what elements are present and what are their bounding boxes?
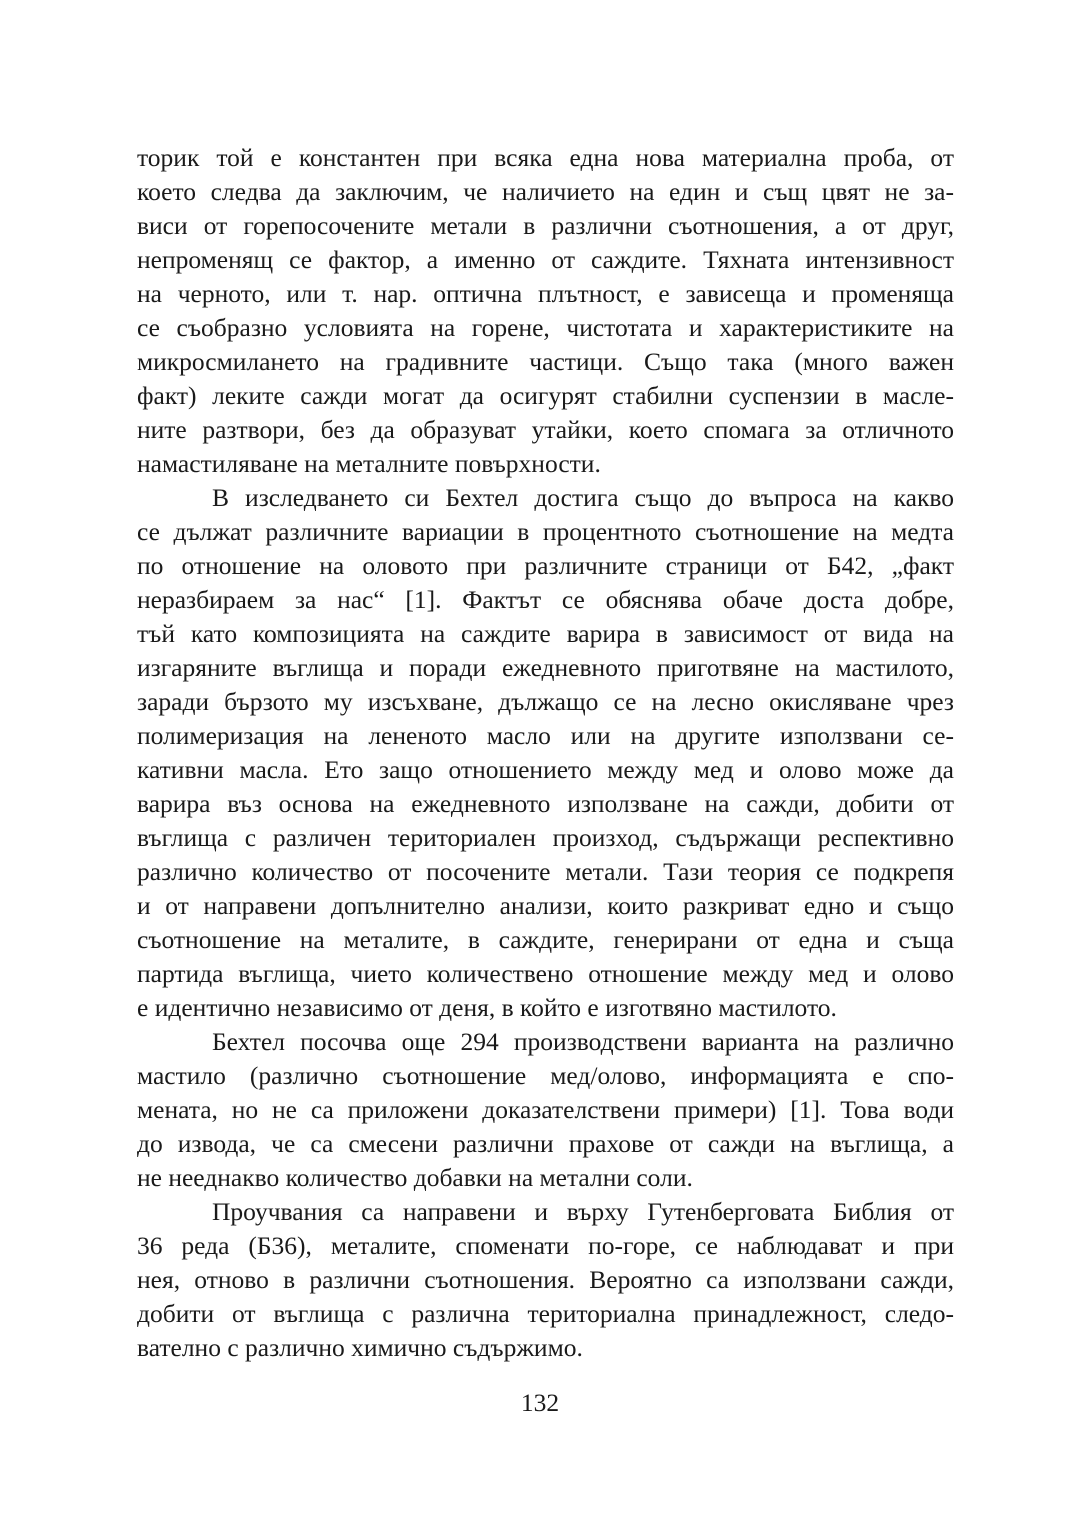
paragraph-1 [137,141,954,481]
text-line: не нееднакво количество добавки на метални соли. [137,1163,693,1192]
text-line: мената, но не са приложени доказателствени примери) [1]. Това води [137,1095,954,1124]
text-line: се съобразно условията на горене, чистотата и характеристиките на [137,313,954,342]
text-line: добити от въглища с различна териториална принадлежност, следо- [137,1299,954,1328]
text-line: съотношение на металите, в саждите, генерирани от една и съща [137,925,954,954]
text-line: кативни масла. Ето защо отношението между мед и олово може да [137,755,954,784]
text-line: вателно с различно химично съдържимо. [137,1333,583,1362]
paragraph-2 [137,481,954,1025]
text-line: по отношение на оловото при различните страници от Б42, „факт [137,551,954,580]
paragraph-4 [137,1195,954,1365]
text-line: мастило (различно съотношение мед/олово, информацията е спо- [137,1061,954,1090]
text-line: намастиляване на металните повърхности. [137,449,601,478]
text-line: варира въз основа на ежедневното използване на сажди, добити от [137,789,954,818]
paragraph-3 [137,1025,954,1195]
text-line: нея, отново в различни съотношения. Вероятно са използвани сажди, [137,1265,954,1294]
text-line: въглища с различен териториален произход, съдържащи респективно [137,823,954,852]
text-line: ните разтвори, без да образуват утайки, което спомага за отличното [137,415,954,444]
text-line: факт) леките сажди могат да осигурят стабилни суспензии в масле- [137,381,954,410]
body-text [137,141,954,1365]
text-line: и от направени допълнително анализи, които разкриват едно и също [137,891,954,920]
text-line: неразбираем за нас“ [1]. Фактът се обяснява обаче доста добре, [137,585,954,614]
text-line: партида въглища, чието количествено отношение между мед и олово [137,959,954,988]
text-line: заради бързото му изсъхване, дължащо се на лесно окисляване чрез [137,687,954,716]
text-line: В изследването си Бехтел достига също до въпроса на какво [212,483,954,512]
text-line: което следва да заключим, че наличието на един и същ цвят не за- [137,177,954,206]
text-line: тъй като композицията на саждите варира в зависимост от вида на [137,619,954,648]
text-line: микросмилането на градивните частици. Също така (много важен [137,347,954,376]
page-number: 132 [520,1388,560,1417]
text-line: на черното, или т. нар. оптична плътност, е зависеща и променяща [137,279,954,308]
text-line: непроменящ се фактор, а именно от саждите. Тяхната интензивност [137,245,954,274]
text-line: изгаряните въглища и поради ежедневното приготвяне на мастилото, [137,653,954,682]
text-line: до извода, че са смесени различни прахове от сажди на въглища, а [137,1129,954,1158]
text-line: торик той е константен при всяка една нова материална проба, от [137,143,954,172]
text-line: Бехтел посочва още 294 производствени варианта на различно [212,1027,954,1056]
text-line: полимеризация на лененото масло или на другите използвани се- [137,721,954,750]
text-line: се дължат различните вариации в процентното съотношение на медта [137,517,954,546]
text-line: е идентично независимо от деня, в който е изготвяно мастилото. [137,993,837,1022]
text-line: 36 реда (Б36), металите, споменати по-горе, се наблюдават и при [137,1231,954,1260]
text-line: различно количество от посочените метали. Тази теория се подкрепя [137,857,954,886]
text-line: виси от горепосочените метали в различни съотношения, а от друг, [137,211,954,240]
text-line: Проучвания са направени и върху Гутенберговата Библия от [212,1197,954,1226]
